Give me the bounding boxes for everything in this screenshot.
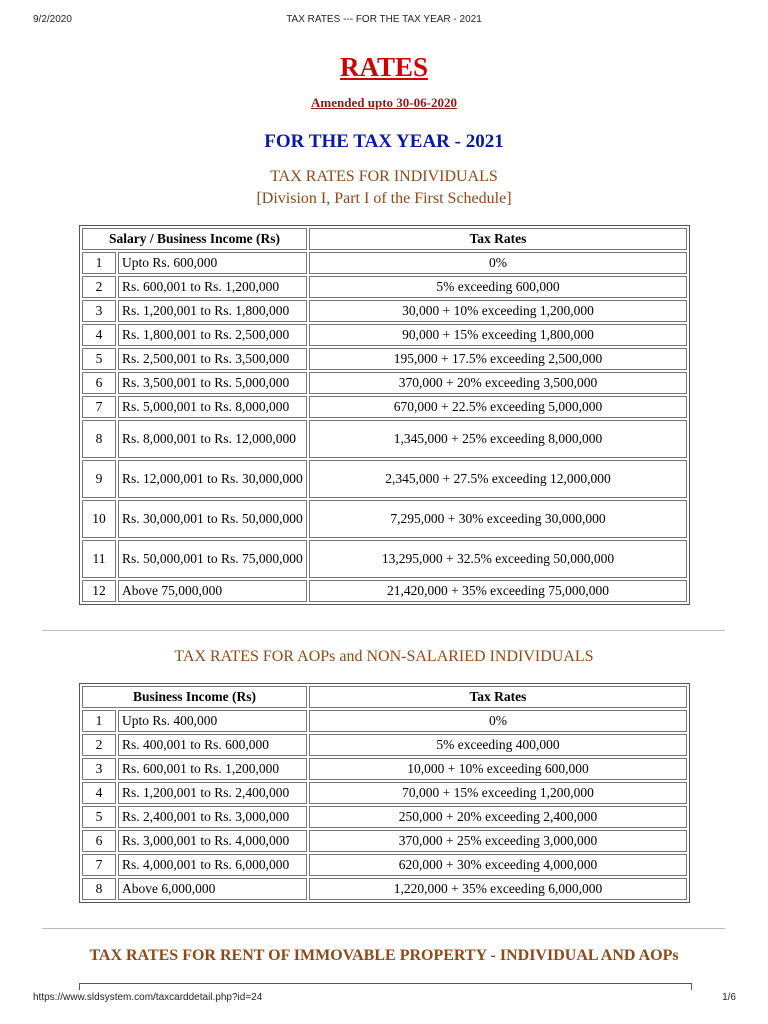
table-row	[82, 372, 687, 394]
aops-heading: TAX RATES FOR AOPs and NON-SALARIED INDIVIDUALS	[174, 648, 594, 665]
table-row	[82, 300, 687, 322]
print-page-title: TAX RATES --- FOR THE TAX YEAR - 2021	[286, 14, 482, 25]
table-row	[82, 782, 687, 804]
tax-rate: 10,000 + 10% exceeding 600,000	[309, 758, 687, 780]
income-slab: Rs. 30,000,001 to Rs. 50,000,000	[118, 500, 307, 538]
print-date: 9/2/2020	[33, 14, 72, 25]
income-slab: Rs. 5,000,001 to Rs. 8,000,000	[118, 396, 307, 418]
row-number: 5	[82, 348, 116, 370]
tax-rate: 5% exceeding 400,000	[309, 734, 687, 756]
tax-rate: 7,295,000 + 30% exceeding 30,000,000	[309, 500, 687, 538]
tax-rate: 370,000 + 25% exceeding 3,000,000	[309, 830, 687, 852]
income-slab: Rs. 4,000,001 to Rs. 6,000,000	[118, 854, 307, 876]
individuals-rows	[82, 252, 687, 602]
row-number: 3	[82, 300, 116, 322]
table-row	[82, 348, 687, 370]
income-slab: Rs. 600,001 to Rs. 1,200,000	[118, 276, 307, 298]
row-number: 6	[82, 372, 116, 394]
income-slab: Rs. 1,200,001 to Rs. 1,800,000	[118, 300, 307, 322]
row-number: 9	[82, 460, 116, 498]
row-number: 5	[82, 806, 116, 828]
table-row	[82, 276, 687, 298]
tax-rate: 2,345,000 + 27.5% exceeding 12,000,000	[309, 460, 687, 498]
col-rates-header: Tax Rates	[309, 686, 687, 708]
tax-year-heading: FOR THE TAX YEAR - 2021	[264, 131, 504, 152]
income-slab: Rs. 600,001 to Rs. 1,200,000	[118, 758, 307, 780]
amended-note: Amended upto 30-06-2020	[311, 95, 457, 110]
print-url: https://www.sldsystem.com/taxcarddetail.php?id=24	[33, 992, 263, 1003]
income-slab: Rs. 1,800,001 to Rs. 2,500,000	[118, 324, 307, 346]
print-header	[0, 14, 768, 30]
income-slab: Upto Rs. 600,000	[118, 252, 307, 274]
table-row	[82, 420, 687, 458]
tax-rate: 1,345,000 + 25% exceeding 8,000,000	[309, 420, 687, 458]
income-slab: Rs. 400,001 to Rs. 600,000	[118, 734, 307, 756]
individuals-heading-line1: TAX RATES FOR INDIVIDUALS	[270, 168, 498, 185]
tax-rate: 250,000 + 20% exceeding 2,400,000	[309, 806, 687, 828]
col-income-header: Business Income (Rs)	[82, 686, 307, 708]
table-row	[82, 540, 687, 578]
income-slab: Rs. 50,000,001 to Rs. 75,000,000	[118, 540, 307, 578]
col-rates-header: Tax Rates	[309, 228, 687, 250]
tax-rate: 5% exceeding 600,000	[309, 276, 687, 298]
row-number: 7	[82, 396, 116, 418]
row-number: 1	[82, 252, 116, 274]
table-row	[82, 806, 687, 828]
tax-rate: 0%	[309, 710, 687, 732]
print-footer	[0, 992, 768, 1008]
aops-rows	[82, 710, 687, 900]
section-divider	[42, 630, 725, 631]
table-header-row	[82, 686, 687, 708]
tax-rate: 0%	[309, 252, 687, 274]
table-row	[82, 324, 687, 346]
table-row	[82, 252, 687, 274]
print-page-number: 1/6	[722, 992, 736, 1003]
tax-rate: 195,000 + 17.5% exceeding 2,500,000	[309, 348, 687, 370]
row-number: 1	[82, 710, 116, 732]
tax-rate: 90,000 + 15% exceeding 1,800,000	[309, 324, 687, 346]
income-slab: Rs. 3,000,001 to Rs. 4,000,000	[118, 830, 307, 852]
income-slab: Rs. 8,000,001 to Rs. 12,000,000	[118, 420, 307, 458]
row-number: 2	[82, 276, 116, 298]
row-number: 11	[82, 540, 116, 578]
row-number: 10	[82, 500, 116, 538]
table-row	[82, 500, 687, 538]
tax-rate: 13,295,000 + 32.5% exceeding 50,000,000	[309, 540, 687, 578]
table-row	[82, 396, 687, 418]
tax-rate: 620,000 + 30% exceeding 4,000,000	[309, 854, 687, 876]
page-title: RATES	[339, 52, 429, 82]
table-row	[82, 854, 687, 876]
individuals-heading-line2: [Division I, Part I of the First Schedule]	[256, 190, 512, 207]
row-number: 8	[82, 420, 116, 458]
tax-rate: 30,000 + 10% exceeding 1,200,000	[309, 300, 687, 322]
individuals-heading	[0, 166, 768, 210]
table-header-row	[82, 228, 687, 250]
table-row	[82, 710, 687, 732]
row-number: 3	[82, 758, 116, 780]
table-row	[82, 830, 687, 852]
row-number: 6	[82, 830, 116, 852]
row-number: 8	[82, 878, 116, 900]
section-divider	[42, 928, 725, 929]
income-slab: Above 75,000,000	[118, 580, 307, 602]
aops-rates-table	[79, 683, 690, 903]
table-row	[82, 758, 687, 780]
income-slab: Upto Rs. 400,000	[118, 710, 307, 732]
row-number: 2	[82, 734, 116, 756]
income-slab: Above 6,000,000	[118, 878, 307, 900]
individuals-rates-table	[79, 225, 690, 605]
tax-rate: 370,000 + 20% exceeding 3,500,000	[309, 372, 687, 394]
income-slab: Rs. 3,500,001 to Rs. 5,000,000	[118, 372, 307, 394]
income-slab: Rs. 2,500,001 to Rs. 3,500,000	[118, 348, 307, 370]
tax-rate: 1,220,000 + 35% exceeding 6,000,000	[309, 878, 687, 900]
income-slab: Rs. 12,000,001 to Rs. 30,000,000	[118, 460, 307, 498]
rent-table-top-edge	[79, 983, 692, 990]
col-income-header: Salary / Business Income (Rs)	[82, 228, 307, 250]
tax-rate: 70,000 + 15% exceeding 1,200,000	[309, 782, 687, 804]
row-number: 12	[82, 580, 116, 602]
rent-property-heading: TAX RATES FOR RENT OF IMMOVABLE PROPERTY - INDIVIDUAL AND AOPs	[89, 947, 679, 964]
tax-rate: 21,420,000 + 35% exceeding 75,000,000	[309, 580, 687, 602]
row-number: 4	[82, 324, 116, 346]
table-row	[82, 878, 687, 900]
income-slab: Rs. 2,400,001 to Rs. 3,000,000	[118, 806, 307, 828]
row-number: 4	[82, 782, 116, 804]
table-row	[82, 734, 687, 756]
table-row	[82, 460, 687, 498]
table-row	[82, 580, 687, 602]
tax-rate: 670,000 + 22.5% exceeding 5,000,000	[309, 396, 687, 418]
row-number: 7	[82, 854, 116, 876]
income-slab: Rs. 1,200,001 to Rs. 2,400,000	[118, 782, 307, 804]
